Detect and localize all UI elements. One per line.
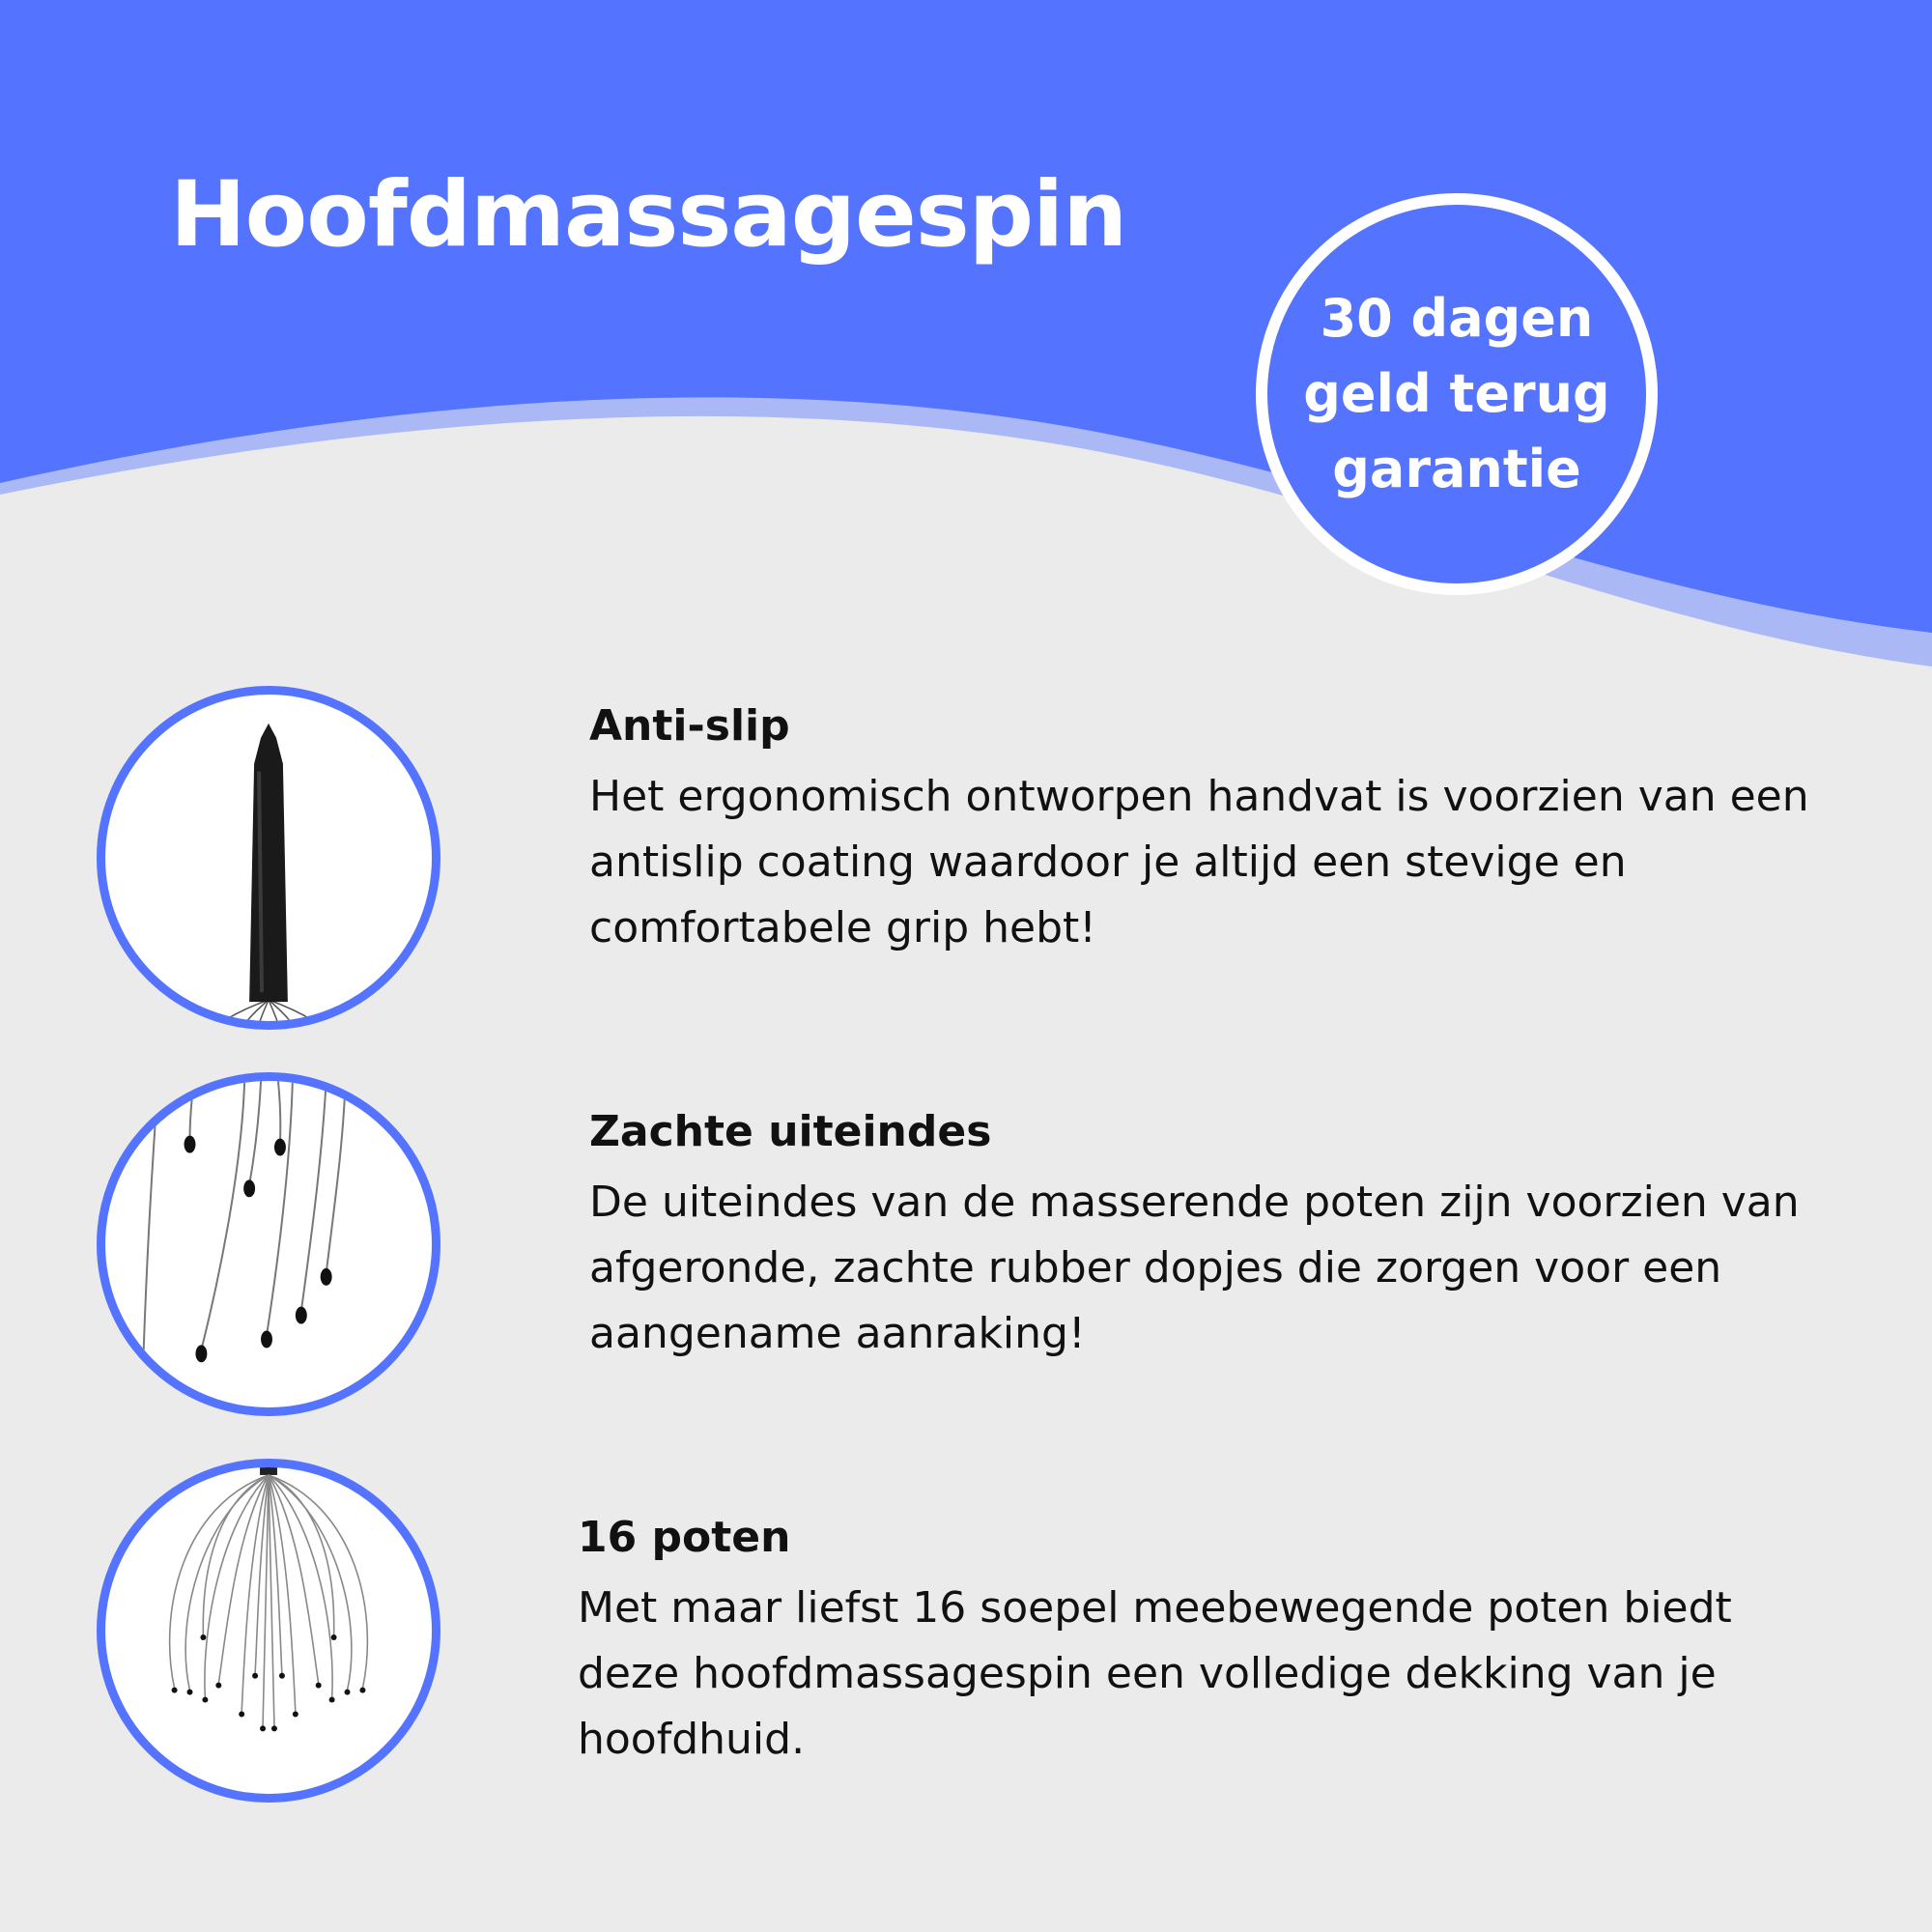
badge-line-3: garantie [1332,439,1581,499]
feature-text: Het ergonomisch ontworpen handvat is voorzien van een antislip coating waardoor je altijd een stevige en comfortabele grip hebt! [589,772,1809,952]
rubber-tips-icon [105,1081,432,1407]
feature-anti-slip [589,701,1835,961]
handle-icon [105,695,432,1021]
feature-sixteen-legs [578,1513,1824,1773]
feature-text: Met maar liefst 16 soepel meebewegende poten biedt deze hoofdmassagespin een volledige dekking van je hoofdhuid. [578,1583,1732,1764]
rubber-tips-thumbnail [97,1072,440,1416]
page-title: Hoofdmassagespin [170,162,1127,268]
feature-heading: Anti-slip [589,701,790,751]
guarantee-badge [1256,193,1658,595]
badge-line-2: geld terug [1303,363,1610,424]
badge-line-1: 30 dagen [1320,288,1594,349]
massager-legs-icon [105,1467,432,1794]
handle-thumbnail [97,686,440,1030]
feature-heading: 16 poten [578,1513,791,1562]
feature-soft-tips [589,1107,1835,1367]
feature-heading: Zachte uiteindes [589,1107,992,1156]
massager-legs-thumbnail [97,1459,440,1803]
feature-text: De uiteindes van de masserende poten zijn voorzien van afgeronde, zachte rubber dopjes die zorgen voor een aangename aanraking! [589,1178,1800,1358]
